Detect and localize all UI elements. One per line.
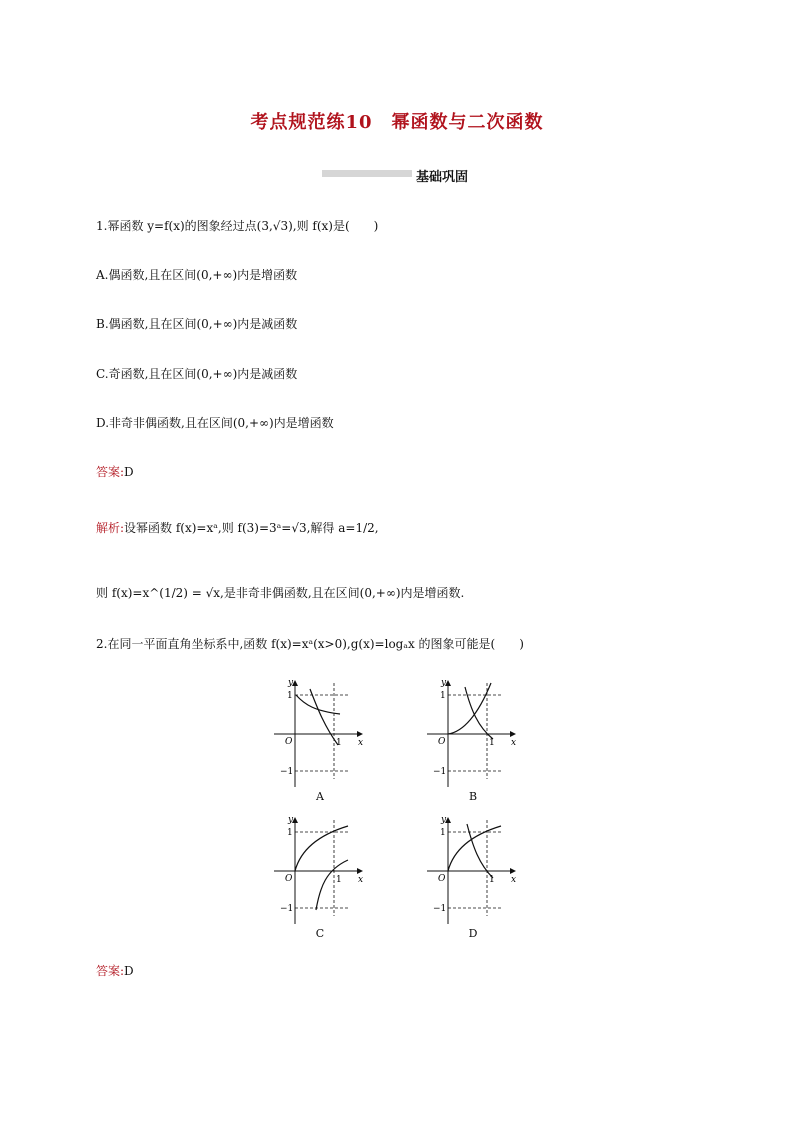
question-1-stem: 1.幂函数 y=f(x)的图象经过点(3,√3),则 f(x)是( ): [96, 219, 379, 233]
log-curve: [316, 860, 348, 910]
tick-label-1: 1: [287, 691, 293, 701]
tick-label-neg1: −1: [433, 904, 447, 914]
origin-label: O: [285, 737, 293, 747]
tick-label-neg1: −1: [280, 904, 294, 914]
graph-a: [270, 675, 370, 790]
question-1-option-d: D.非奇非偶函数,且在区间(0,+∞)内是增函数: [96, 416, 334, 430]
tick-label-x1: 1: [336, 738, 342, 748]
page-title: 考点规范练10 幂函数与二次函数: [250, 112, 544, 133]
answer-label: 答案:: [96, 465, 125, 479]
y-axis-label: y: [441, 815, 447, 825]
answer-value: D: [124, 465, 134, 479]
tick-label-x1: 1: [489, 875, 495, 885]
graph-c: [270, 812, 370, 927]
question-1-option-a: A.偶函数,且在区间(0,+∞)内是增函数: [96, 268, 298, 282]
x-axis-label: x: [511, 738, 517, 748]
question-1-analysis-line-1: [96, 519, 379, 536]
origin-label: O: [438, 874, 446, 884]
answer-value: D: [124, 964, 134, 978]
power-curve: [448, 683, 491, 734]
question-1-answer: [96, 463, 134, 480]
tick-label-1: 1: [440, 828, 446, 838]
origin-label: O: [285, 874, 293, 884]
tick-label-x1: 1: [336, 875, 342, 885]
graph-b-label: B: [468, 790, 478, 803]
origin-label: O: [438, 737, 446, 747]
question-2-stem: 2.在同一平面直角坐标系中,函数 f(x)=xᵃ(x>0),g(x)=logₐx 的图象可能是( ): [96, 637, 524, 651]
question-1-option-b: B.偶函数,且在区间(0,+∞)内是减函数: [96, 317, 298, 331]
tick-label-x1: 1: [489, 738, 495, 748]
analysis-label: 解析:: [96, 521, 125, 535]
y-axis-label: y: [288, 678, 294, 688]
question-1-analysis-line-2: 则 f(x)=x^(1/2) = √x,是非奇非偶函数,且在区间(0,+∞)内是增函数.: [96, 586, 465, 600]
section-heading: 基础巩固: [416, 170, 469, 185]
log-curve: [310, 689, 338, 745]
x-axis-label: x: [358, 875, 364, 885]
tick-label-1: 1: [287, 828, 293, 838]
answer-label: 答案:: [96, 964, 125, 978]
graph-d: [423, 812, 523, 927]
graph-b: [423, 675, 523, 790]
graph-d-label: D: [468, 927, 478, 940]
y-axis-label: y: [288, 815, 294, 825]
graph-a-label: A: [316, 790, 324, 803]
tick-label-neg1: −1: [280, 767, 294, 777]
analysis-text: 设幂函数 f(x)=xᵃ,则 f(3)=3ᵃ=√3,解得 a=1/2,: [124, 521, 379, 535]
power-curve: [296, 695, 340, 714]
graph-c-label: C: [315, 927, 325, 940]
question-2-answer: [96, 962, 134, 979]
x-axis-label: x: [358, 738, 364, 748]
question-1-option-c: C.奇函数,且在区间(0,+∞)内是减函数: [96, 367, 298, 381]
tick-label-1: 1: [440, 691, 446, 701]
section-divider: [322, 170, 412, 177]
x-axis-label: x: [511, 875, 517, 885]
tick-label-neg1: −1: [433, 767, 447, 777]
y-axis-label: y: [441, 678, 447, 688]
